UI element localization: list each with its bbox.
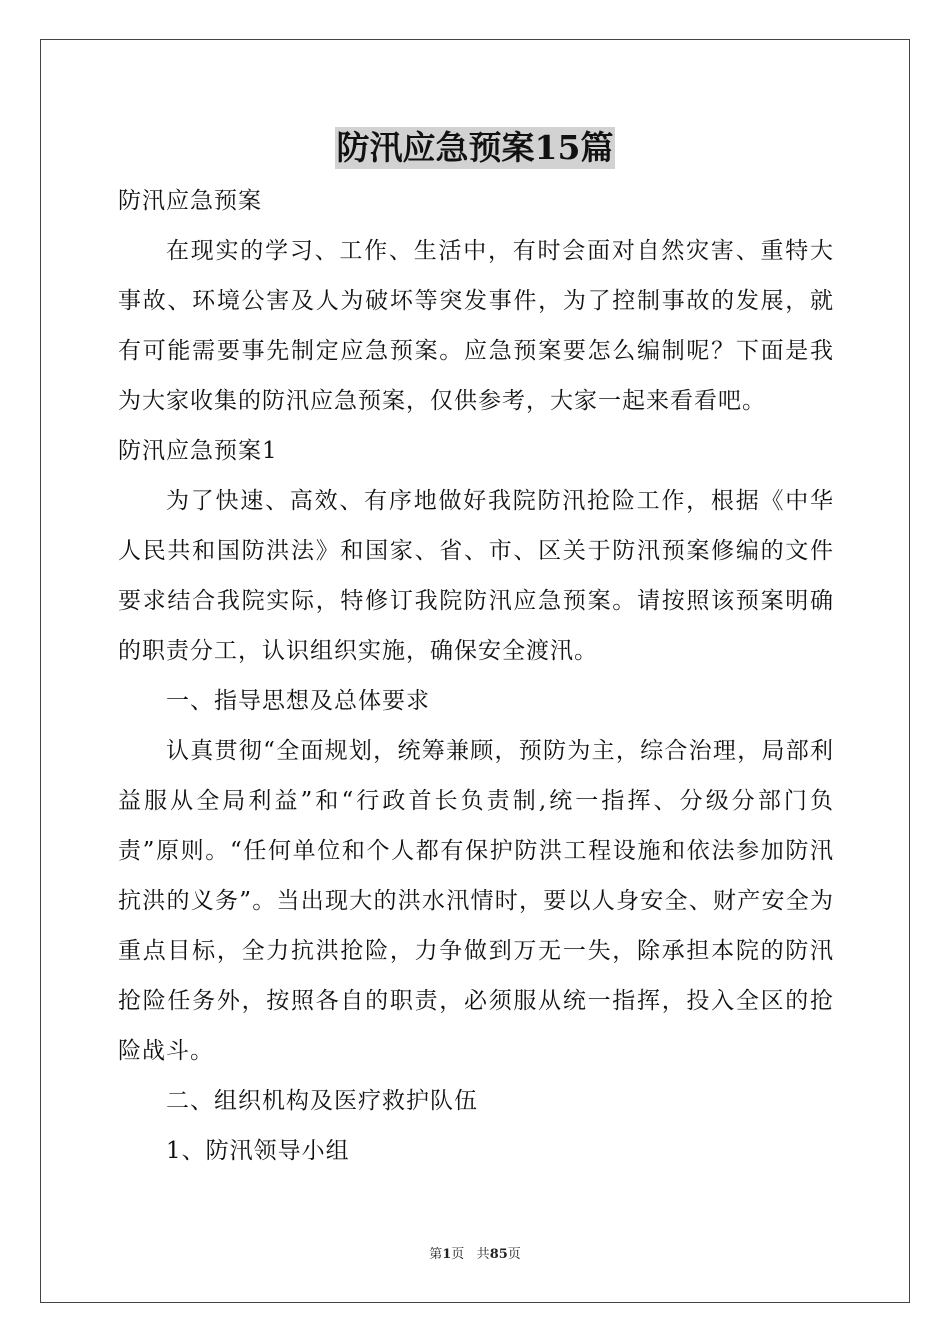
paragraph: 为了快速、高效、有序地做好我院防汛抢险工作，根据《中华人民共和国防洪法》和国家、省、市、区关于防汛预案修编的文件要求结合我院实际，特修订我院防汛应急预案。请按照该预案明确的职责分工，认识组织实施，确保安全渡汛。 — [118, 488, 834, 664]
paragraph: 一、指导思想及总体要求 — [166, 688, 430, 714]
document-body — [118, 176, 834, 1176]
document-title: 防汛应急预案15篇 — [336, 128, 614, 167]
total-prefix: 共 — [476, 1247, 490, 1262]
page-unit: 页 — [451, 1247, 465, 1262]
total-pages: 85 — [489, 1247, 508, 1262]
paragraph: 二、组织机构及医疗救护队伍 — [166, 1088, 478, 1114]
page-footer — [0, 1246, 950, 1264]
paragraph: 防汛应急预案1 — [118, 438, 278, 464]
title-container — [0, 127, 950, 169]
paragraph: 在现实的学习、工作、生活中，有时会面对自然灾害、重特大事故、环境公害及人为破坏等突发事件，为了控制事故的发展，就有可能需要事先制定应急预案。应急预案要怎么编制呢？下面是我为大家收集的防汛应急预案，仅供参考，大家一起来看看吧。 — [118, 238, 834, 414]
paragraph: 防汛应急预案 — [118, 188, 262, 214]
paragraph: 认真贯彻“全面规划，统筹兼顾，预防为主，综合治理，局部利益服从全局利益”和“行政首长负责制,统一指挥、分级分部门负责”原则。“任何单位和个人都有保护防洪工程设施和依法参加防汛抗洪的义务”。当出现大的洪水汛情时，要以人身安全、财产安全为重点目标，全力抗洪抢险，力争做到万无一失，除承担本院的防汛抢险任务外，按照各自的职责，必须服从统一指挥，投入全区的抢险战斗。 — [118, 738, 834, 1064]
page-number: 1 — [442, 1247, 452, 1262]
total-unit: 页 — [507, 1247, 521, 1262]
page-prefix: 第 — [429, 1247, 443, 1262]
paragraph: 1、防汛领导小组 — [166, 1138, 350, 1164]
